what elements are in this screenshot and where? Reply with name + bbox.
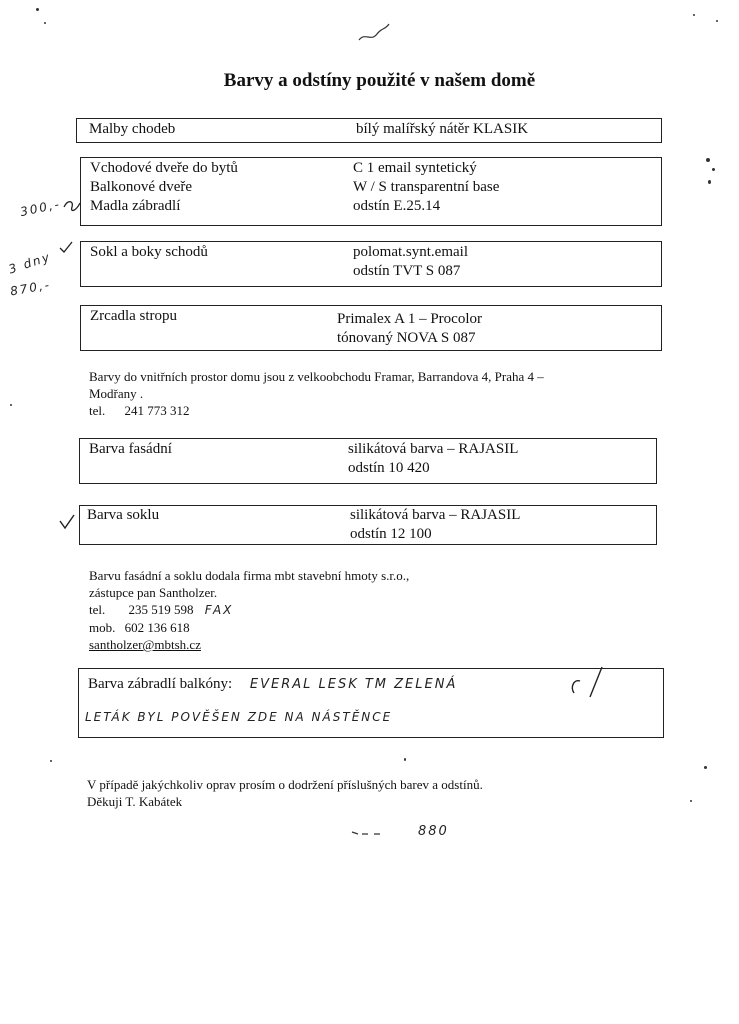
section-box-plinth — [79, 505, 657, 545]
section-label: Barva soklu — [87, 507, 160, 523]
facade-line-2: zástupce pan Santholzer. — [89, 585, 218, 600]
closing-note — [87, 776, 483, 810]
section-value: bílý malířský nátěr KLASIK — [356, 121, 529, 137]
scan-speck — [716, 20, 718, 22]
check-mark-icon — [62, 197, 82, 215]
section-label: Sokl a boky schodů — [90, 244, 208, 260]
section-label: Malby chodeb — [89, 121, 176, 137]
scan-speck — [708, 180, 711, 184]
section-value: odstín TVT S 087 — [353, 263, 461, 279]
facade-tel-label: tel. — [89, 602, 106, 617]
section-value: silikátová barva – RAJASIL — [350, 507, 521, 523]
facade-email-link[interactable]: santholzer@mbtsh.cz — [89, 637, 201, 652]
scribble-mark — [355, 20, 391, 46]
section-value: Primalex A 1 – Procolor — [337, 311, 482, 327]
section-value: tónovaný NOVA S 087 — [337, 330, 476, 346]
check-mark-icon — [58, 240, 74, 254]
scan-speck — [44, 22, 46, 24]
margin-note-c: 870,- — [9, 277, 52, 299]
supplier-line-1: Barvy do vnitřních prostor domu jsou z velkoobchodu Framar, Barrandova 4, Praha 4 – — [89, 369, 544, 384]
scan-speck — [690, 800, 692, 802]
balcony-handwritten-2: LETÁK BYL POVĚŠEN ZDE NA NÁSTĚNCE — [85, 710, 393, 724]
supplier-note — [89, 368, 544, 419]
section-box-hallway-paint — [76, 118, 662, 143]
section-label: Madla zábradlí — [90, 198, 181, 214]
supplier-tel-label: tel. — [89, 403, 106, 418]
closing-line-2: Děkuji T. Kabátek — [87, 794, 183, 809]
scan-speck — [36, 8, 39, 11]
scan-speck — [50, 760, 52, 762]
scan-speck — [404, 758, 406, 761]
supplier-tel: 241 773 312 — [124, 403, 190, 418]
supplier-line-2: Modřany . — [89, 386, 144, 401]
margin-note-a: 300,- — [18, 196, 63, 220]
scribble-mark — [350, 826, 390, 840]
margin-note-b: 3 dny — [6, 249, 53, 277]
check-mark-icon — [568, 665, 608, 699]
section-label: Barva fasádní — [89, 441, 172, 457]
balcony-label: Barva zábradlí balkóny: — [88, 676, 233, 692]
page-title: Barvy a odstíny použité v našem domě — [223, 70, 536, 91]
balcony-handwritten-1: EVERAL LESK TM ZELENÁ — [249, 677, 458, 692]
scan-speck — [10, 404, 12, 406]
section-value: odstín 12 100 — [350, 526, 432, 542]
section-box-doors — [80, 157, 662, 226]
facade-line-1: Barvu fasádní a soklu dodala firma mbt stavební hmoty s.r.o., — [89, 568, 410, 583]
section-label: Balkonové dveře — [90, 179, 193, 195]
facade-tel: 235 519 598 — [128, 602, 194, 617]
margin-note-d: 880 — [418, 824, 449, 839]
section-value: polomat.synt.email — [353, 244, 468, 260]
scan-speck — [712, 168, 715, 171]
handwritten-fax: FAX — [204, 603, 234, 617]
section-label: Zrcadla stropu — [90, 308, 178, 324]
section-value: silikátová barva – RAJASIL — [348, 441, 519, 457]
facade-supplier-note — [89, 567, 409, 653]
section-box-ceiling — [80, 305, 662, 351]
scan-speck — [706, 158, 710, 162]
section-box-facade — [79, 438, 657, 484]
scan-speck — [704, 766, 707, 769]
section-value: C 1 email syntetický — [353, 160, 477, 176]
closing-line-1: V případě jakýchkoliv oprav prosím o dodržení příslušných barev a odstínů. — [87, 777, 483, 792]
section-label: Vchodové dveře do bytů — [90, 160, 238, 176]
scan-speck — [693, 14, 695, 16]
section-value: odstín E.25.14 — [353, 198, 441, 214]
section-box-stair-base — [80, 241, 662, 287]
facade-mob: 602 136 618 — [124, 620, 190, 635]
section-value: W / S transparentní base — [353, 179, 500, 195]
section-value: odstín 10 420 — [348, 460, 430, 476]
facade-mob-label: mob. — [89, 620, 116, 635]
check-mark-icon — [58, 513, 76, 531]
